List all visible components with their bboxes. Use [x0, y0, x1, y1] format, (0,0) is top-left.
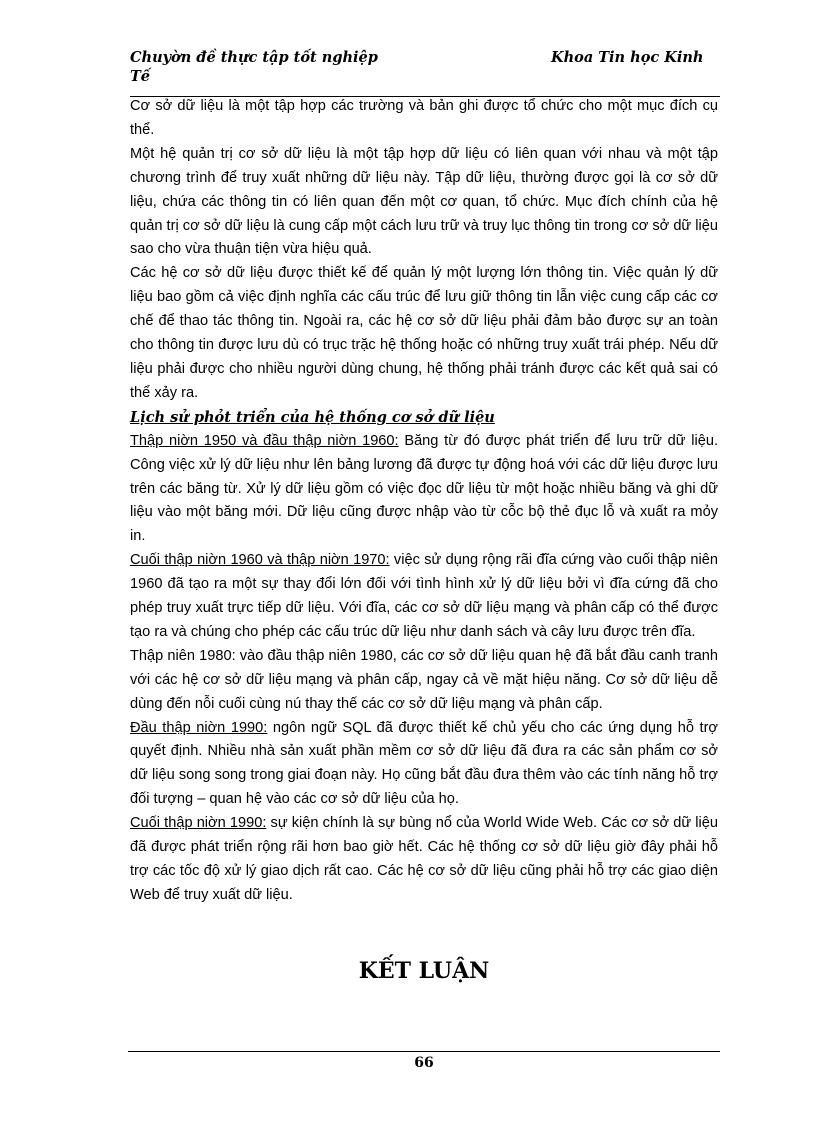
- chapter-title: KẾT LUẬN: [358, 958, 490, 984]
- page-header: [130, 48, 720, 102]
- document-body: [130, 95, 718, 908]
- history-period-label: Thập niờn 1950 và đầu thập niờn 1960:: [130, 432, 399, 449]
- history-period-label: Cuối thập niờn 1990:: [130, 815, 267, 832]
- history-entry-text: Băng từ đó được phát triển để lưu trữ dữ liệu. Công việc xử lý dữ liệu như lên bảng lương đã được tự động hoá với các dữ liệu được lưu trên các băng từ. Xử lý dữ liệu gồm có việc đọc dữ liệu từ một hoặc nhiều băng và ghi dữ liệu vào một băng mới. Dữ liệu cũng được nhập vào từ cỗc bộ thẻ đục lỗ và xuất ra mỏy in.: [130, 432, 718, 545]
- history-entry-text: ngôn ngữ SQL đã được thiết kế chủ yếu cho các ứng dụng hỗ trợ quyết định. Nhiều nhà sản xuất phần mềm cơ sở dữ liệu đã đưa ra các sản phẩm cơ sở dữ liệu song song trong giai đoạn này. Họ cũng bắt đầu đưa thêm vào các tính năng hỗ trợ đối tượng – quan hệ vào các cơ sở dữ liệu của họ.: [130, 719, 718, 808]
- history-entry-1980s: [130, 645, 718, 717]
- history-entry-early-1990s: [130, 717, 718, 813]
- header-left-text: Chuyờn đề thực tập tốt nghiệp Tế: [130, 49, 378, 85]
- history-entry-1950s: [130, 430, 718, 550]
- header-right-text: Khoa Tin học Kinh: [551, 49, 704, 66]
- history-period-label: Đầu thập niờn 1990:: [130, 719, 268, 736]
- history-entry-1960s: [130, 549, 718, 645]
- section-heading-history: Lịch sử phỏt triển của hệ thống cơ sở dữ liệu: [130, 408, 495, 426]
- history-entry-text: việc sử dụng rộng rãi đĩa cứng vào cuối thập niên 1960 đã tạo ra một sự thay đổi lớn đối với tình hình xử lý dữ liệu bởi vì đĩa cứng đã cho phép truy xuất trực tiếp dữ liệu. Với đĩa, các cơ sở dữ liệu mạng và phân cấp có thể được tạo ra và chúng cho phép các cấu trúc dữ liệu như danh sách và cây lưu được trên đĩa.: [130, 552, 718, 640]
- footer-divider: [128, 1051, 720, 1052]
- history-period-label: Cuối thập niờn 1960 và thập niờn 1970:: [130, 552, 390, 569]
- paragraph-database-systems: Các hệ cơ sở dữ liệu được thiết kế để quản lý một lượng lớn thông tin. Việc quản lý dữ liệu bao gồm cả việc định nghĩa các cấu trúc để lưu giữ thông tin lẫn việc cung cấp các cơ chế để thao tác thông tin. Ngoài ra, các hệ cơ sở dữ liệu phải đảm bảo được sự an toàn cho thông tin được lưu dù có trục trặc hệ thống hoặc có những truy xuất trái phép. Nếu dữ liệu phải được cho nhiều người dùng chung, hệ thống phải tránh được các kết quả sai có thể xảy ra.: [130, 265, 718, 401]
- history-entry-text: Thập niên 1980: vào đầu thập niên 1980, các cơ sở dữ liệu quan hệ đã bắt đầu canh tranh với các hệ cơ sở dữ liệu mạng và phân cấp, ngay cả về mặt hiệu năng. Cơ sở dữ liệu dễ dùng đến nỗi cuối cùng nú thay thế các cơ sở dữ liệu mạng và phân cấp.: [130, 647, 718, 712]
- history-entry-text: sự kiện chính là sự bùng nổ của World Wide Web. Các cơ sở dữ liệu đã được phát triển rộng rãi hơn bao giờ hết. Các hệ thống cơ sở dữ liệu giờ đây phải hỗ trợ các tốc độ xử lý giao dịch rất cao. Các hệ cơ sở dữ liệu cũng phải hỗ trợ các giao diện Web để truy xuất dữ liệu.: [130, 815, 718, 903]
- paragraph-definition: Cơ sở dữ liệu là một tập hợp các trường và bản ghi được tổ chức cho một mục đích cụ thể.: [130, 98, 718, 138]
- page-number: 66: [414, 1055, 434, 1071]
- paragraph-dbms: Một hệ quản trị cơ sở dữ liệu là một tập hợp dữ liệu có liên quan với nhau và một tập chương trình để truy xuất những dữ liệu này. Tập dữ liệu, thường được gọi là cơ sở dữ liệu, chứa các thông tin có liên quan đến một cơ quan, tổ chức. Mục đích chính của hệ quản trị cơ sở dữ liệu là cung cấp một cách lưu trữ và truy lục thông tin trong cơ sở dữ liệu sao cho vừa thuận tiện vừa hiệu quả.: [130, 145, 718, 258]
- history-entry-late-1990s: [130, 812, 718, 908]
